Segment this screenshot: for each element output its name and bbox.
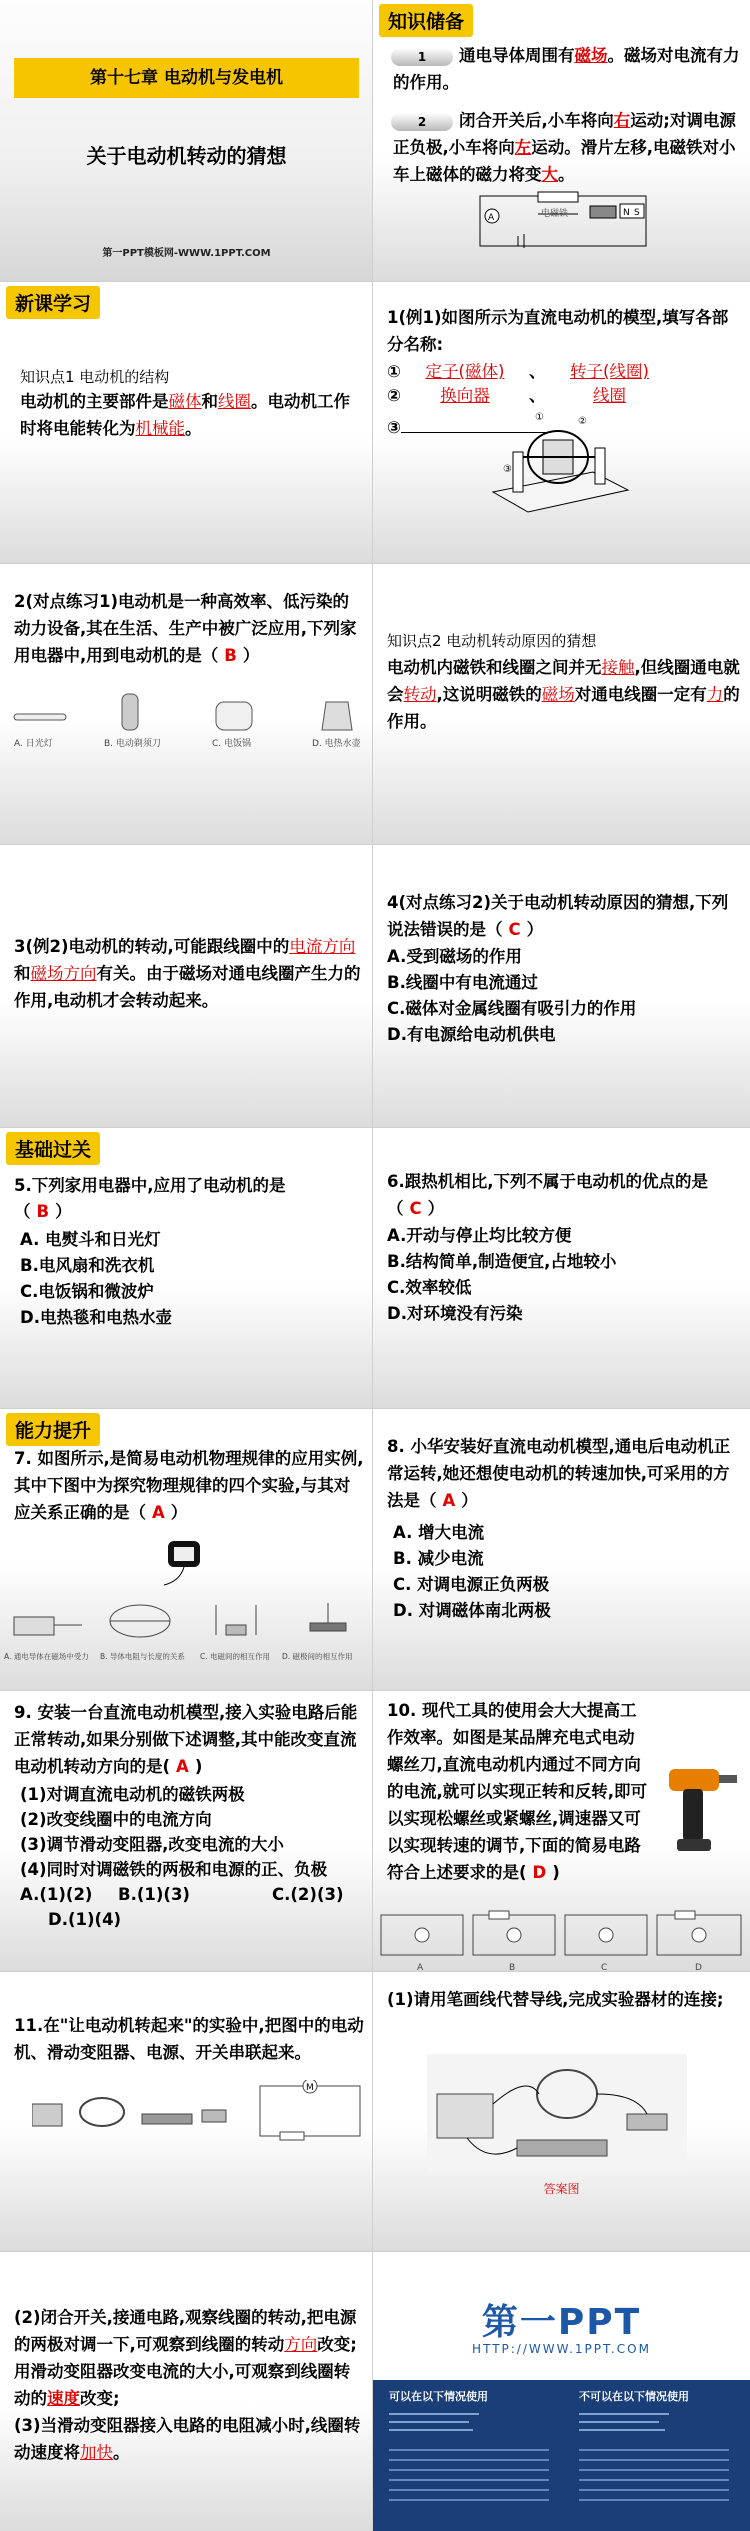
row-2 bbox=[0, 282, 750, 564]
appliance-shaver-icon bbox=[110, 692, 150, 732]
answer: A bbox=[152, 1503, 165, 1522]
option: D. 对调磁体南北两极 bbox=[393, 1601, 551, 1620]
option: C.效率较低 bbox=[387, 1278, 472, 1297]
question-9 bbox=[14, 1699, 364, 1780]
slide-practice-1 bbox=[0, 564, 373, 845]
row-1 bbox=[0, 0, 750, 282]
answer: 换向器 bbox=[440, 386, 490, 405]
circuit-label: B bbox=[509, 1963, 516, 1972]
option-caption: A. 日光灯 bbox=[14, 739, 53, 749]
option: A. 电熨斗和日光灯 bbox=[20, 1230, 161, 1249]
text: 、 bbox=[528, 362, 546, 381]
row-3 bbox=[0, 564, 750, 845]
page-title: 关于电动机转动的猜想 bbox=[86, 144, 287, 168]
choice: D.(1)(4) bbox=[48, 1910, 122, 1929]
appliance-lamp-icon bbox=[10, 702, 70, 732]
circuit-c bbox=[561, 1909, 651, 1961]
svg-text:S: S bbox=[634, 208, 640, 218]
svg-text:②: ② bbox=[578, 416, 587, 427]
row-8 bbox=[0, 1972, 750, 2252]
review-text-2 bbox=[393, 107, 743, 188]
question-7 bbox=[14, 1445, 364, 1526]
slide-basic bbox=[0, 1128, 373, 1409]
text: 7. 如图所示,是简易电动机物理规律的应用实例,其中下图中为探究物理规律的四个实验,与其对应关系正确的是（ bbox=[14, 1449, 364, 1522]
question-11-part2 bbox=[14, 2304, 366, 2412]
text: 8. 小华安装好直流电动机模型,通电后电动机正常运转,她还想使电动机的转速加快,可采用的方法是（ bbox=[387, 1437, 731, 1510]
section-tag: 新课学习 bbox=[6, 286, 100, 319]
text: 和 bbox=[201, 392, 218, 411]
slide-ability bbox=[0, 1409, 373, 1691]
text: 、 bbox=[528, 386, 546, 405]
text: 电动机内磁铁和线圈之间并无 bbox=[387, 658, 602, 677]
number-1: 1 bbox=[417, 50, 427, 64]
answer: 磁场 bbox=[574, 46, 608, 65]
text: 的作用。 bbox=[387, 685, 740, 731]
footer-text: 第一PPT模板网-WWW.1PPT.COM bbox=[102, 248, 271, 259]
experiment-caption: A. 通电导体在磁场中受力 bbox=[4, 1652, 89, 1661]
question-11-part3 bbox=[14, 2412, 366, 2466]
item: (3)调节滑动变阻器,改变电流的大小 bbox=[20, 1835, 284, 1854]
appliance-kettle-icon bbox=[318, 692, 358, 734]
review-text-1 bbox=[393, 42, 743, 96]
option: A.开动与停止均比较方便 bbox=[387, 1226, 572, 1245]
svg-text:M: M bbox=[306, 2083, 314, 2093]
chapter-label: 第十七章 电动机与发电机 bbox=[90, 68, 283, 88]
text: (3)当滑动变阻器接入电路的电阻减小时,线圈转动速度将 bbox=[14, 2416, 361, 2462]
circuit-label: C bbox=[601, 1963, 608, 1972]
answer: 磁场 bbox=[541, 685, 575, 704]
text: ,但线圈通电就会 bbox=[387, 658, 740, 704]
answer-figure bbox=[427, 2054, 687, 2172]
brand-url: HTTP://WWW.1PPT.COM bbox=[472, 2342, 651, 2356]
option: D.对环境没有污染 bbox=[387, 1304, 523, 1323]
equipment-figure bbox=[32, 2084, 232, 2134]
answer: 线圈 bbox=[218, 392, 251, 411]
item: (4)同时对调磁铁的两极和电源的正、负极 bbox=[20, 1860, 328, 1879]
text: (2)闭合开关,接通电路,观察线圈的转动,把电源的两极对调一下,可观察到线圈的转动 bbox=[14, 2308, 357, 2354]
question-4 bbox=[387, 889, 743, 943]
question-8 bbox=[387, 1433, 743, 1514]
answer: A bbox=[442, 1491, 456, 1510]
text: 和 bbox=[14, 964, 31, 983]
brand-logo: 第一PPT bbox=[481, 2302, 642, 2343]
item: (2)改变线圈中的电流方向 bbox=[20, 1810, 212, 1829]
option-caption: D. 电热水壶 bbox=[312, 739, 361, 749]
speaker-figure bbox=[150, 1527, 220, 1591]
answer: B bbox=[36, 1202, 50, 1221]
slide-new-lesson bbox=[0, 282, 373, 564]
slide-example-1 bbox=[373, 282, 750, 564]
answer: 左 bbox=[514, 138, 532, 157]
figure-label: 电磁铁 bbox=[541, 209, 569, 219]
answer: 速度 bbox=[47, 2389, 80, 2408]
row-5 bbox=[0, 1128, 750, 1409]
text: 。 bbox=[113, 2443, 130, 2462]
answer-line-1 bbox=[387, 358, 747, 385]
question-11-part1: (1)请用笔画线代替导线,完成实验器材的连接; bbox=[387, 1990, 724, 2009]
answer: 磁体 bbox=[168, 392, 202, 411]
text: ） bbox=[461, 1491, 478, 1510]
answer: C bbox=[508, 920, 521, 939]
svg-text:N: N bbox=[623, 208, 630, 218]
slide-ending bbox=[373, 2252, 750, 2531]
slide-question-9 bbox=[0, 1691, 373, 1972]
question-3 bbox=[14, 933, 364, 1014]
answer: 右 bbox=[613, 111, 631, 130]
text: ) bbox=[194, 1757, 203, 1776]
text: 改变; bbox=[80, 2389, 120, 2408]
text: ） bbox=[242, 646, 260, 665]
answer: 转子(线圈) bbox=[570, 362, 649, 381]
figure-caption: 答案图 bbox=[543, 2182, 580, 2196]
choice: A.(1)(2) bbox=[20, 1885, 93, 1904]
text: 9. 安装一台直流电动机模型,接入实验电路后能正常转动,如果分别做下述调整,其中能改变直流电动机转动方向的是( bbox=[14, 1703, 358, 1776]
svg-text:③: ③ bbox=[503, 464, 512, 475]
answer: 电流方向 bbox=[289, 937, 356, 956]
lesson-text bbox=[20, 388, 360, 442]
text: ) bbox=[552, 1863, 560, 1882]
text: 改变;用滑动变阻器改变电流的大小,可观察到线圈转动的 bbox=[14, 2335, 357, 2408]
answer: 大 bbox=[541, 165, 558, 184]
circuit-label: D bbox=[695, 1963, 702, 1972]
option: B. 减少电流 bbox=[393, 1549, 484, 1568]
section-tag: 能力提升 bbox=[6, 1413, 100, 1446]
text: 运动;对调电源正负极,小车将向 bbox=[393, 111, 736, 157]
usage-allowed-heading: 可以在以下情况使用 bbox=[389, 2390, 488, 2403]
option: A. 增大电流 bbox=[393, 1523, 485, 1542]
option-caption: B. 电动剃须刀 bbox=[104, 739, 161, 749]
text: 4(对点练习2)关于电动机转动原因的猜想,下列说法错误的是（ bbox=[387, 893, 729, 939]
slide-question-8 bbox=[373, 1409, 750, 1691]
slide-knowledge-2 bbox=[373, 564, 750, 845]
text: 。磁场对电流有力的作用。 bbox=[393, 46, 740, 92]
experiment-c-figure bbox=[196, 1599, 276, 1643]
question-10 bbox=[387, 1697, 649, 1886]
row-6 bbox=[0, 1409, 750, 1691]
text: 6.跟热机相比,下列不属于电动机的优点的是（ bbox=[387, 1172, 709, 1218]
slide-example-2 bbox=[0, 845, 373, 1128]
text: ） bbox=[170, 1503, 188, 1522]
answer: 力 bbox=[706, 685, 724, 704]
question-2 bbox=[14, 588, 364, 669]
answer: 磁场方向 bbox=[30, 964, 97, 983]
option: D.电热毯和电热水壶 bbox=[20, 1308, 172, 1327]
answer: B bbox=[224, 646, 237, 665]
text: ,这说明磁铁的 bbox=[436, 685, 542, 704]
text: 2(对点练习1)电动机是一种高效率、低污染的动力设备,其在生活、生产中被广泛应用,下列家用电器中,用到电动机的是（ bbox=[14, 592, 357, 665]
text: 3(例2)电动机的转动,可能跟线圈中的 bbox=[14, 937, 290, 956]
slide-question-11-part1 bbox=[373, 1972, 750, 2252]
row-7 bbox=[0, 1691, 750, 1972]
answer: 定子(磁体) bbox=[425, 362, 505, 381]
motor-model-figure bbox=[483, 412, 633, 522]
text: ③ bbox=[387, 418, 401, 437]
experiment-d-figure bbox=[288, 1599, 368, 1643]
slide-question-6 bbox=[373, 1128, 750, 1409]
slide-question-11-part2 bbox=[0, 2252, 373, 2531]
experiment-caption: D. 磁极间的相互作用 bbox=[282, 1652, 353, 1661]
text: 有关。由于磁场对通电线圈产生力的作用,电动机才会转动起来。 bbox=[14, 964, 361, 1010]
answer: C bbox=[409, 1199, 422, 1218]
row-4 bbox=[0, 845, 750, 1128]
choice: C.(2)(3) bbox=[272, 1885, 344, 1904]
answer: 方向 bbox=[284, 2335, 318, 2354]
item: (1)对调直流电动机的磁铁两极 bbox=[20, 1785, 245, 1804]
number-2: 2 bbox=[417, 115, 427, 129]
knowledge-point-1: 知识点1 电动机的结构 bbox=[20, 368, 170, 386]
text: ② bbox=[387, 386, 401, 405]
info-lines bbox=[389, 2408, 739, 2524]
slide-knowledge-review bbox=[373, 0, 750, 282]
answer: 线圈 bbox=[592, 386, 626, 405]
text: 。电动机工作时将电能转化为 bbox=[20, 392, 350, 438]
answer-line-2 bbox=[387, 382, 747, 409]
option: C.电饭锅和微波炉 bbox=[20, 1282, 154, 1301]
svg-text:①: ① bbox=[535, 412, 544, 423]
text: 通电导体周围有 bbox=[459, 46, 575, 65]
option: C.磁体对金属线圈有吸引力的作用 bbox=[387, 999, 637, 1018]
answer: A bbox=[176, 1757, 189, 1776]
section-tag: 基础过关 bbox=[6, 1132, 100, 1165]
text: 。 bbox=[185, 419, 202, 438]
question-5-answer: （ B ） bbox=[14, 1202, 72, 1221]
text: 闭合开关后,小车将向 bbox=[459, 111, 614, 130]
text: 电动机的主要部件是 bbox=[20, 392, 169, 411]
option-caption: C. 电饭锅 bbox=[212, 739, 252, 749]
text: 10. 现代工具的使用会大大提高工作效率。如图是某品牌充电式电动螺丝刀,直流电动机内通过不同方向的电流,就可以实现正转和反转,即可以实现松螺丝或紧螺丝,调速器又可以实现转速的调节,下面的简易电路符合上述要求的是( bbox=[387, 1701, 648, 1882]
experiment-a-figure bbox=[8, 1599, 88, 1643]
option: B.线圈中有电流通过 bbox=[387, 973, 538, 992]
slide-question-11 bbox=[0, 1972, 373, 2252]
circuit-label: A bbox=[417, 1963, 424, 1972]
circuit-a bbox=[377, 1909, 467, 1961]
option: B.电风扇和洗衣机 bbox=[20, 1256, 155, 1275]
text: ） bbox=[526, 920, 544, 939]
choice: B.(1)(3) bbox=[118, 1885, 190, 1904]
text: ① bbox=[387, 362, 401, 381]
circuit-d bbox=[653, 1909, 745, 1961]
option: A.受到磁场的作用 bbox=[387, 947, 522, 966]
experiment-caption: B. 导体电阻与长度的关系 bbox=[100, 1652, 185, 1661]
text: 。 bbox=[558, 165, 575, 184]
circuit-b bbox=[469, 1909, 559, 1961]
slide-practice-2 bbox=[373, 845, 750, 1128]
experiment-b-figure bbox=[100, 1597, 180, 1643]
answer: 机械能 bbox=[135, 419, 185, 438]
question-6 bbox=[387, 1168, 743, 1222]
knowledge-point-2: 知识点2 电动机转动原因的猜想 bbox=[387, 632, 597, 650]
answer: 转动 bbox=[403, 685, 437, 704]
experiment-caption: C. 电磁间的相互作用 bbox=[200, 1652, 271, 1661]
row-9 bbox=[0, 2252, 750, 2531]
knowledge-text-2 bbox=[387, 654, 743, 735]
text: 运动。滑片左移,电磁铁对小车上磁体的磁力将变 bbox=[393, 138, 736, 184]
usage-forbidden-heading: 不可以在以下情况使用 bbox=[579, 2390, 689, 2403]
question-1: 1(例1)如图所示为直流电动机的模型,填写各部分名称: bbox=[387, 308, 729, 354]
option: B.结构简单,制造便宜,占地较小 bbox=[387, 1252, 617, 1271]
electromagnet-circuit-figure bbox=[478, 190, 648, 252]
question-11: 11.在"让电动机转起来"的实验中,把图中的电动机、滑动变阻器、电源、开关串联起来。 bbox=[14, 2016, 364, 2062]
option: C. 对调电源正负两极 bbox=[393, 1575, 550, 1594]
screwdriver-icon bbox=[661, 1761, 741, 1853]
answer: 接触 bbox=[601, 658, 635, 677]
question-5: 5.下列家用电器中,应用了电动机的是 bbox=[14, 1176, 286, 1195]
slide-question-10 bbox=[373, 1691, 750, 1972]
text: 对通电线圈一定有 bbox=[574, 685, 707, 704]
appliance-cooker-icon bbox=[212, 694, 256, 734]
section-tag: 知识储备 bbox=[379, 4, 473, 37]
text: ） bbox=[427, 1199, 445, 1218]
answer: D bbox=[532, 1863, 547, 1882]
option: D.有电源给电动机供电 bbox=[387, 1025, 556, 1044]
circuit-diagram bbox=[256, 2080, 366, 2142]
answer: 加快 bbox=[80, 2443, 113, 2462]
svg-text:A: A bbox=[488, 213, 495, 223]
slide-title bbox=[0, 0, 373, 282]
